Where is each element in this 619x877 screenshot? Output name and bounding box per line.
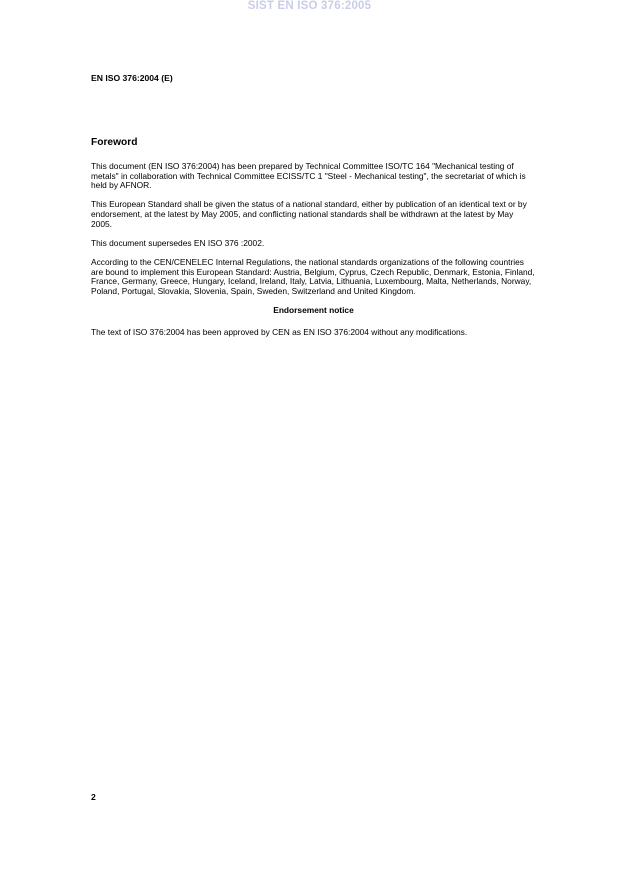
foreword-paragraph-1: This document (EN ISO 376:2004) has been prepared by Technical Committee ISO/TC 164 "Mechanical testing of metals" in collaboration with Technical Committee ECISS/TC 1 "Steel - Mechanical testing", the secretariat of which is held by AFNOR. — [91, 161, 526, 191]
foreword-heading: Foreword — [91, 137, 138, 148]
foreword-paragraph-2: This European Standard shall be given the status of a national standard, either by publication of an identical text or by endorsement, at the latest by May 2005, and conflicting national standards shall be withdrawn at the latest by May 2005. — [91, 199, 527, 229]
document-body — [91, 162, 536, 347]
endorsement-paragraph: The text of ISO 376:2004 has been approved by CEN as EN ISO 376:2004 without any modifications. — [91, 326, 468, 337]
foreword-paragraph-4: According to the CEN/CENELEC Internal Regulations, the national standards organizations of the following countries are bound to implement this European Standard: Austria, Belgium, Cyprus, Czech Republic, Denmark, Estonia, Finland, France, Germany, Greece, Hungary, Iceland, Ireland, Italy, Latvia, Lithuania, Luxembourg, Malta, Netherlands, Norway, Poland, Portugal, Slovakia, Slovenia, Spain, Sweden, Switzerland and United Kingdom. — [91, 256, 535, 296]
document-id: EN ISO 376:2004 (E) — [91, 73, 173, 83]
foreword-paragraph-3: This document supersedes EN ISO 376 :2002. — [91, 237, 265, 248]
endorsement-heading: Endorsement notice — [273, 304, 354, 315]
watermark: SIST EN ISO 376:2005 — [247, 0, 372, 12]
page-number: 2 — [91, 792, 96, 802]
